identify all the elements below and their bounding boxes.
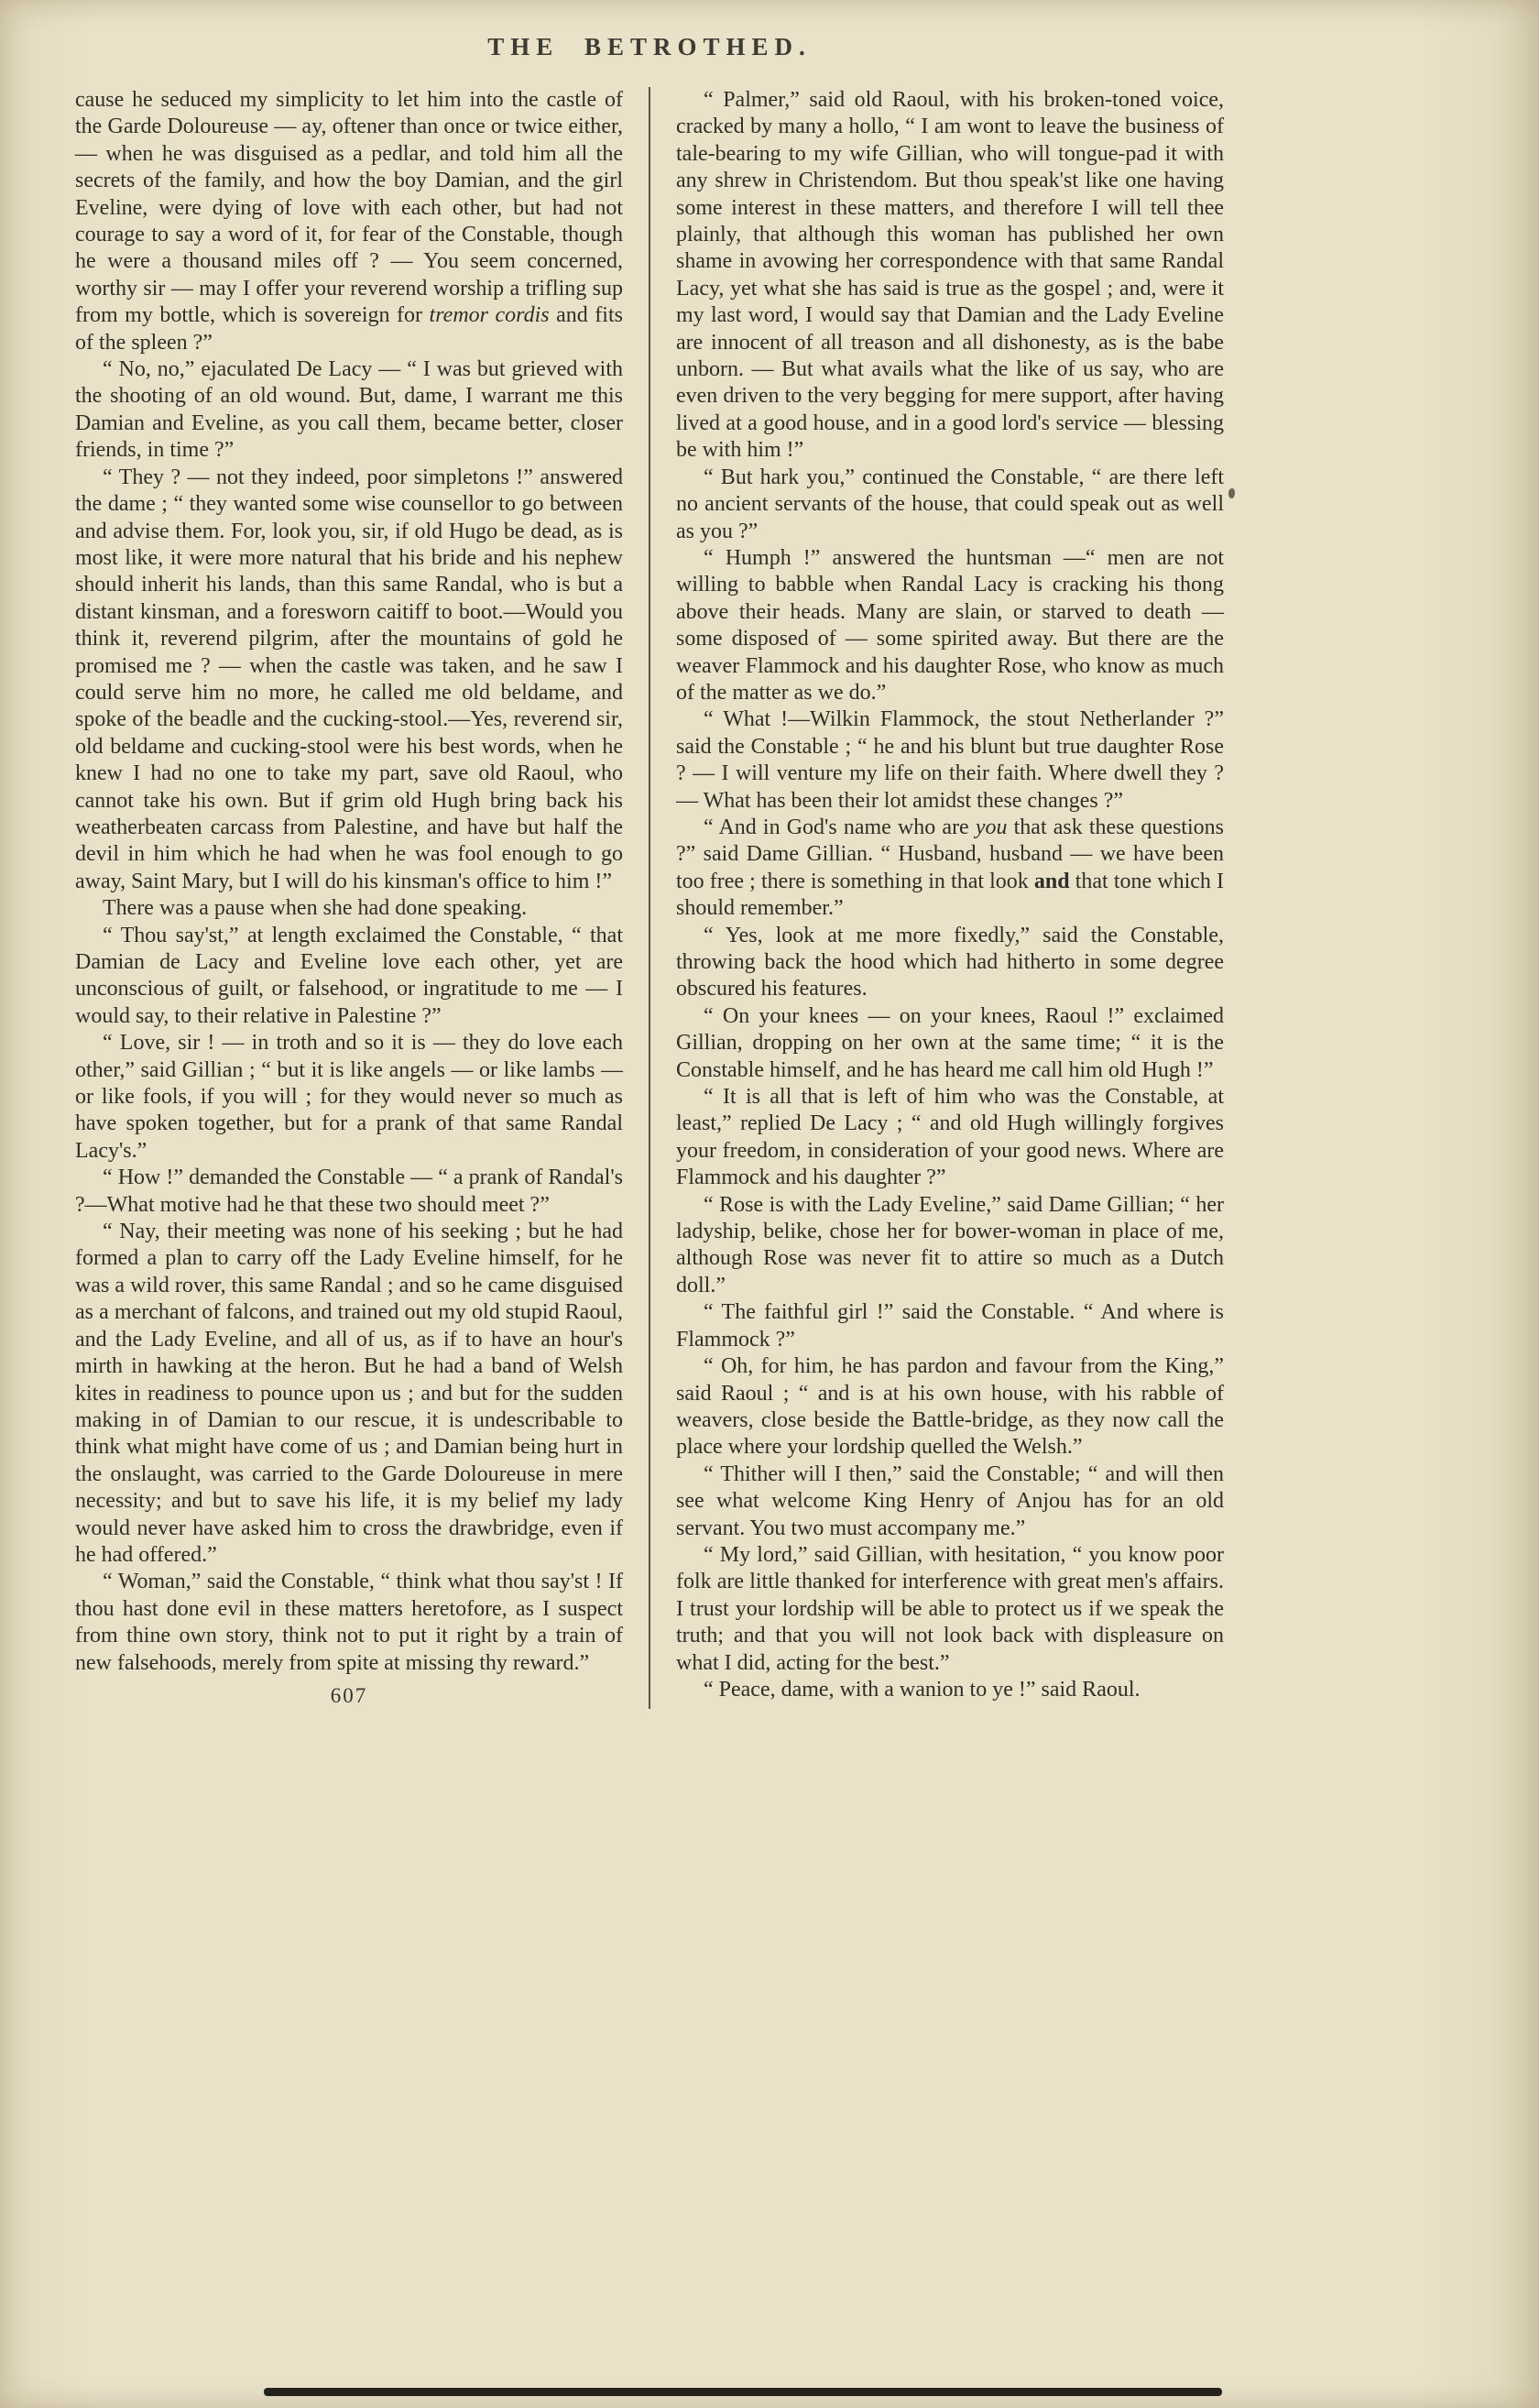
paragraph: “ Palmer,” said old Raoul, with his broken-toned voice, cracked by many a hollo, “ I am wont to leave the business of tale-bearing to my wife Gillian, who will tongue-pad it with any shrew in Christendom. But thou speak'st like one having some interest in these matters, and therefore I will tell thee plainly, that although this woman has published her own shame in avowing her correspondence with that same Randal Lacy, yet what she has said is true as the gospel ; and, were it my last word, I would say that Damian and the Lady Eveline are innocent of all treason and all dishonesty, as is the babe unborn. — But what avails what the like of us say, who are even driven to the very begging for mere support, after having lived at a good house, and in a good lord's service — blessing be with him !”	[676, 88, 1224, 463]
running-title: THE BETROTHED.	[487, 33, 812, 60]
page-text-block	[75, 27, 1224, 1709]
right-column	[676, 87, 1224, 1709]
paragraph: “ Humph !” answered the huntsman —“ men are not willing to babble when Randal Lacy is cracking his thong above their heads. Many are slain, or starved to death — some disposed of — some spirited away. But there are the weaver Flammock and his daughter Rose, who know as much of the matter as we do.”	[676, 545, 1224, 705]
left-column-paragraphs	[75, 87, 623, 1677]
paragraph: “ And in God's name who are you that ask these questions ?” said Dame Gillian. “ Husband, husband — we have been too free ; there is something in that look and that tone which I should remember.”	[676, 815, 1224, 921]
paragraph: “ Thou say'st,” at length exclaimed the Constable, “ that Damian de Lacy and Eveline love each other, yet are unconscious of guilt, or falsehood, or ingratitude to me — I would say, to their relative in Palestine ?”	[75, 923, 623, 1028]
paragraph: “ No, no,” ejaculated De Lacy — “ I was but grieved with the shooting of an old wound. But, dame, I warrant me this Damian and Eveline, as you call them, became better, closer friends, in time ?”	[75, 357, 623, 463]
page-number: 607	[330, 1683, 368, 1707]
paragraph: “ Love, sir ! — in troth and so it is — they do love each other,” said Gillian ; “ but it is like angels — or like lambs — or like fools, if you will ; for they would never so much as have spoken together, but for a prank of that same Randal Lacy's.”	[75, 1031, 623, 1163]
paragraph: “ But hark you,” continued the Constable, “ are there left no ancient servants of the house, that could speak out as well as you ?”	[676, 465, 1224, 543]
paragraph: There was a pause when she had done speaking.	[103, 896, 528, 921]
paragraph: “ Yes, look at me more fixedly,” said the Constable, throwing back the hood which had hitherto in some degree obscured his features.	[676, 923, 1224, 1002]
left-column	[75, 87, 623, 1709]
paragraph: “ Rose is with the Lady Eveline,” said Dame Gillian; “ her ladyship, belike, chose her for bower-woman in place of me, although Rose was never fit to attire so much as a Dutch doll.”	[676, 1192, 1224, 1297]
paragraph: “ Peace, dame, with a wanion to ye !” said Raoul.	[704, 1677, 1141, 1702]
right-column-paragraphs	[676, 87, 1224, 1703]
paragraph: “ The faithful girl !” said the Constable. “ And where is Flammock ?”	[676, 1300, 1224, 1352]
paragraph: “ Woman,” said the Constable, “ think what thou say'st ! If thou hast done evil in these matters heretofore, as I suspect from thine own story, think not to put it right by a train of new falsehoods, merely from spite at missing thy reward.”	[75, 1570, 623, 1675]
paragraph: “ My lord,” said Gillian, with hesitation, “ you know poor folk are little thanked for interference with great men's affairs. I trust your lordship will be able to protect us if we speak the truth; and that you will not look back with displeasure on what I did, acting for the best.”	[676, 1542, 1224, 1675]
two-column-layout	[75, 87, 1224, 1709]
paragraph: cause he seduced my simplicity to let him into the castle of the Garde Doloureuse — ay, oftener than once or twice either, — when he was disguised as a pedlar, and told him all the secrets of the family, and how the boy Damian, and the girl Eveline, were dying of love with each other, but had not courage to say a word of it, for fear of the Constable, though he were a thousand miles off ? — You seem concerned, worthy sir — may I offer your reverend worship a trifling sup from my bottle, which is sovereign for tremor cordis and fits of the spleen ?”	[75, 88, 623, 355]
paragraph: “ How !” demanded the Constable — “ a prank of Randal's ?—What motive had he that these two should meet ?”	[75, 1166, 623, 1217]
paragraph: “ Oh, for him, he has pardon and favour from the King,” said Raoul ; “ and is at his own house, with his rabble of weavers, close beside the Battle-bridge, as they now call the place where your lordship quelled the Welsh.”	[676, 1354, 1224, 1460]
paragraph: “ What !—Wilkin Flammock, the stout Netherlander ?” said the Constable ; “ he and his blunt but true daughter Rose ? — I will venture my life on their faith. Where dwell they ? — What has been their lot amidst these changes ?”	[676, 707, 1224, 813]
column-divider-rule	[649, 87, 650, 1709]
ink-speck	[1228, 488, 1235, 498]
scan-edge-line	[264, 2388, 1222, 2396]
paragraph: “ Thither will I then,” said the Constable; “ and will then see what welcome King Henry of Anjou has for an old servant. You two must accompany me.”	[676, 1461, 1224, 1540]
paragraph: “ They ? — not they indeed, poor simpletons !” answered the dame ; “ they wanted some wise counsellor to go between and advise them. For, look you, sir, if old Hugo be dead, as is most like, it were more natural that his bride and his nephew should inherit his lands, than this same Randal, who is but a distant kinsman, and a foresworn caitiff to boot.—Would you think it, reverend pilgrim, after the mountains of gold he promised me ? — when the castle was taken, and he saw I could serve him no more, he called me old beldame, and spoke of the beadle and the cucking-stool.—Yes, reverend sir, old beldame and cucking-stool were his best words, when he knew I had no one to take my part, save old Raoul, who cannot take his own. But if grim old Hugh bring back his weatherbeaten carcass from Palestine, and have but half the devil in him which he had when he was fool enough to go away, Saint Mary, but I will do his kinsman's office to him !”	[75, 465, 623, 893]
paragraph: “ On your knees — on your knees, Raoul !” exclaimed Gillian, dropping on her own at the same time; “ it is the Constable himself, and he has heard me call him old Hugh !”	[676, 1003, 1224, 1082]
paragraph: “ Nay, their meeting was none of his seeking ; but he had formed a plan to carry off the Lady Eveline himself, for he was a wild rover, this same Randal ; and so he came disguised as a merchant of falcons, and trained out my old stupid Raoul, and the Lady Eveline, and all of us, as if to have an hour's mirth in hawking at the heron. But he had a band of Welsh kites in readiness to pounce upon us ; and but for the sudden making in of Damian to our rescue, it is undescribable to think what might have come of us ; and Damian being hurt in the onslaught, was carried to the Garde Doloureuse in mere necessity; and but to save his life, it is my belief my lady would never have asked him to cross the drawbridge, even if he had offered.”	[75, 1220, 623, 1567]
paragraph: “ It is all that is left of him who was the Constable, at least,” replied De Lacy ; “ and old Hugh willingly forgives your freedom, in consideration of your good news. Where are Flammock and his daughter ?”	[676, 1085, 1224, 1190]
